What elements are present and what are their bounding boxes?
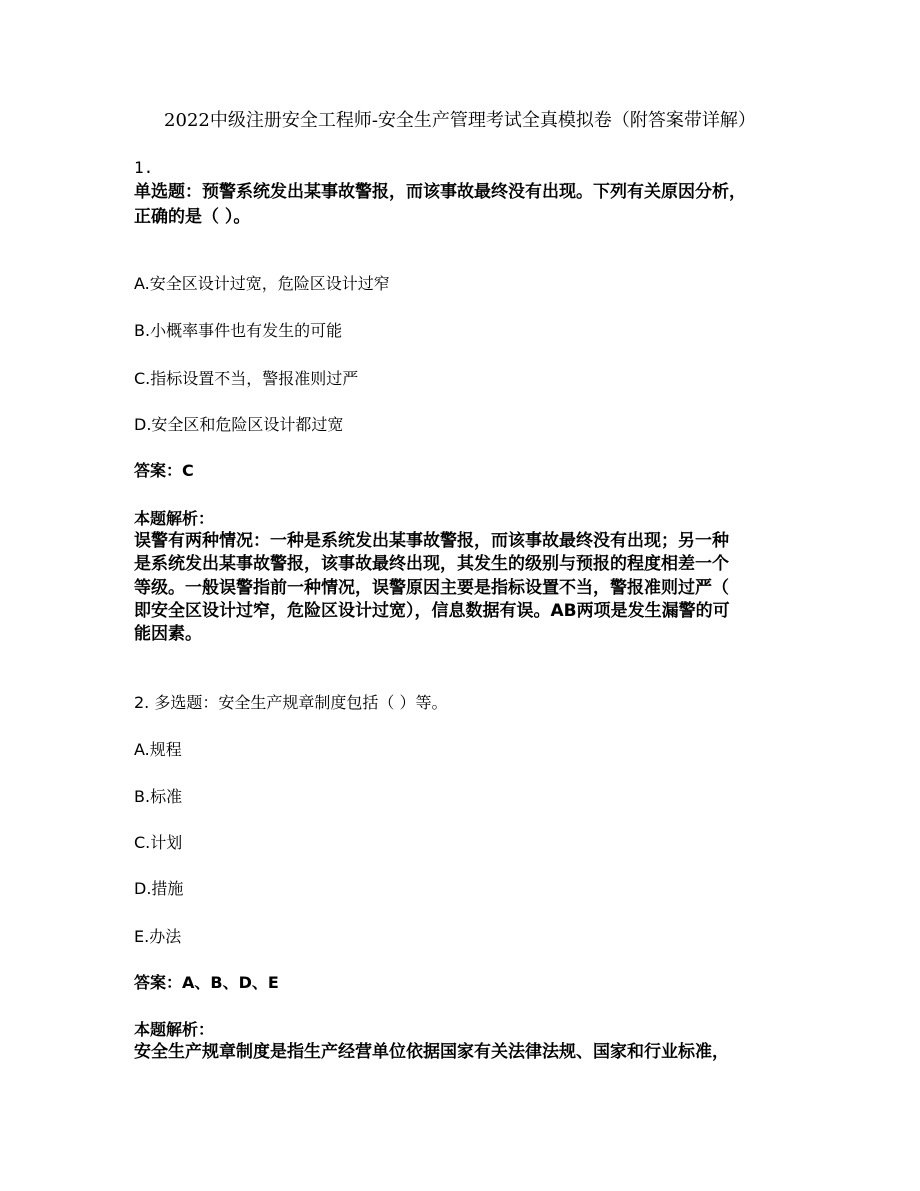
question-2-explanation-label: 本题解析： xyxy=(134,1020,215,1039)
question-2-option-c: C.计划 xyxy=(134,833,183,852)
question-1-stem-line-1: 单选题：预警系统发出某事故警报，而该事故最终没有出现。下列有关原因分析， xyxy=(134,182,746,202)
question-1-explanation-line-1: 误警有两种情况：一种是系统发出某事故警报，而该事故最终没有出现；另一种 xyxy=(134,531,729,551)
question-1-answer: 答案：C xyxy=(134,461,194,480)
question-1-explanation-line-3: 等级。一般误警指前一种情况，误警原因主要是指标设置不当，警报准则过严（ xyxy=(134,578,729,598)
question-1-explanation-line-5: 能因素。 xyxy=(134,624,202,644)
question-2-option-e: E.办法 xyxy=(134,927,182,946)
question-1-stem-line-2: 正确的是（ ）。 xyxy=(134,207,251,227)
question-2-option-b: B.标准 xyxy=(134,787,183,806)
question-1-option-b: B.小概率事件也有发生的可能 xyxy=(134,321,343,340)
question-1-explanation-line-2: 是系统发出某事故警报，该事故最终出现，其发生的级别与预报的程度相差一个 xyxy=(134,554,729,574)
question-2-option-a: A.规程 xyxy=(134,740,182,759)
question-2-explanation-line-1: 安全生产规章制度是指生产经营单位依据国家有关法律法规、国家和行业标准， xyxy=(134,1042,729,1062)
question-1-option-d: D.安全区和危险区设计都过宽 xyxy=(134,415,344,434)
question-1-explanation-line-4: 即安全区设计过窄，危险区设计过宽），信息数据有误。AB两项是发生漏警的可 xyxy=(134,601,730,621)
question-1-option-a: A.安全区设计过宽，危险区设计过窄 xyxy=(134,274,390,293)
question-2-answer: 答案：A、B、D、E xyxy=(134,973,279,992)
document-title: 2022中级注册安全工程师-安全生产管理考试全真模拟卷（附答案带详解） xyxy=(164,110,756,131)
question-1-option-c: C.指标设置不当，警报准则过严 xyxy=(134,369,359,388)
question-2-option-d: D.措施 xyxy=(134,879,184,898)
question-1-explanation-label: 本题解析： xyxy=(134,509,215,528)
question-2-stem: 2. 多选题：安全生产规章制度包括（ ）等。 xyxy=(134,693,448,712)
question-1-number: 1. xyxy=(134,158,154,177)
